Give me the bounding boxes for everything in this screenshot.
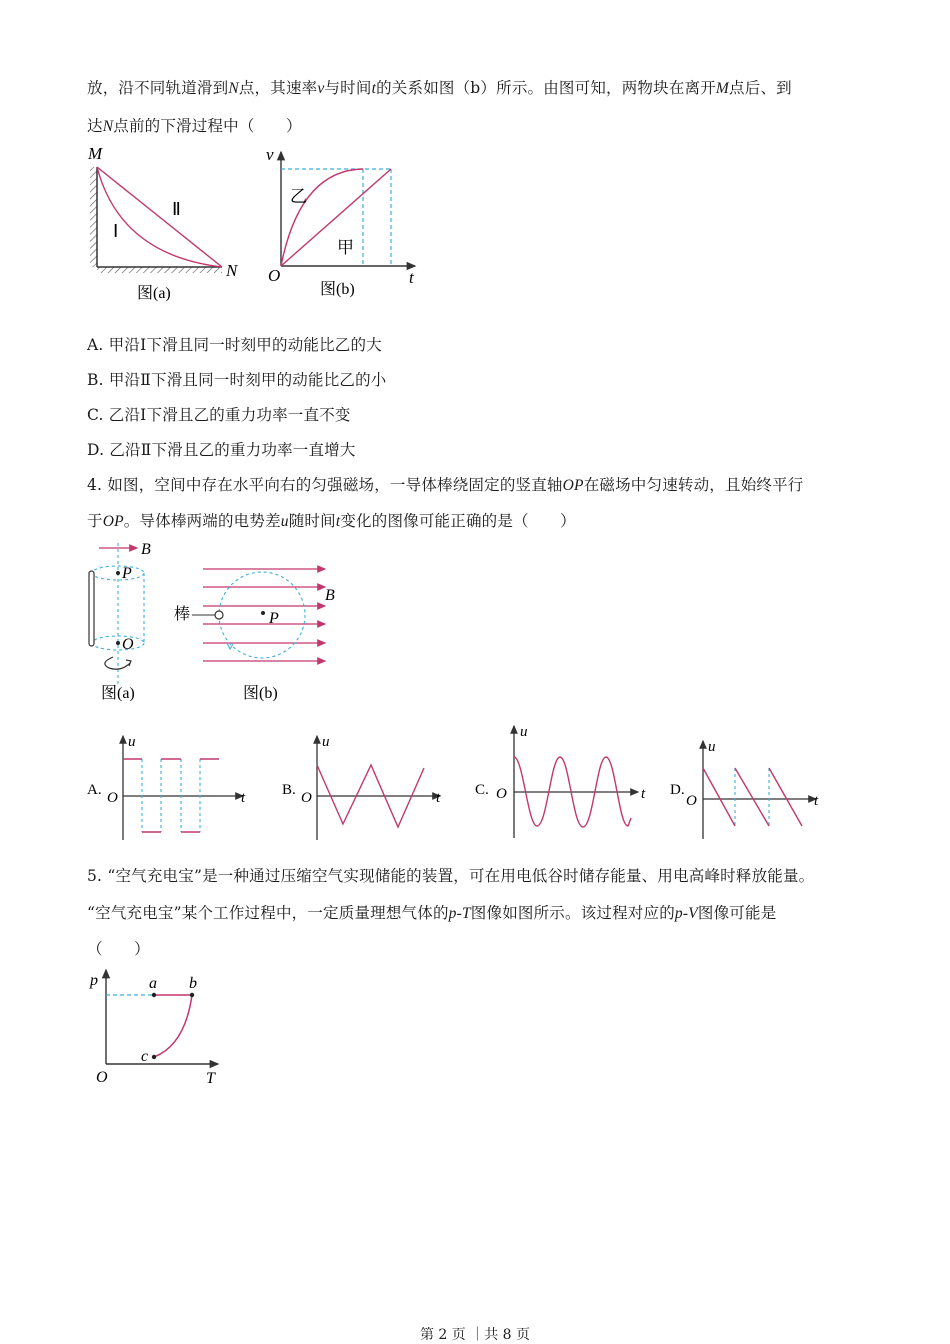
option-letter: A. xyxy=(87,336,104,354)
q4-figure-b xyxy=(170,535,350,710)
svg-text:u: u xyxy=(128,734,136,750)
var-t: t xyxy=(371,80,377,97)
text: 点前的下滑过程中（ ） xyxy=(113,117,302,135)
svg-text:B: B xyxy=(141,541,151,558)
svg-text:Ⅰ: Ⅰ xyxy=(113,221,119,241)
q3-figure-a xyxy=(85,140,255,305)
var-u: u xyxy=(280,513,289,530)
text: 达 xyxy=(87,117,103,135)
var-M: M xyxy=(715,80,730,97)
svg-text:D.: D. xyxy=(670,782,685,798)
option-text: 乙沿Ⅰ下滑且乙的重力功率一直不变 xyxy=(108,406,351,424)
svg-text:p: p xyxy=(90,972,98,989)
option-text: 甲沿Ⅰ下滑且同一时刻甲的动能比乙的大 xyxy=(108,336,382,354)
svg-text:甲: 甲 xyxy=(337,238,354,257)
q5-stem-line2 xyxy=(87,901,776,923)
svg-text:图(a): 图(a) xyxy=(137,285,171,302)
svg-text:T: T xyxy=(206,1070,215,1087)
q4-stem-line2 xyxy=(87,509,576,531)
svg-text:图(a): 图(a) xyxy=(101,685,135,702)
svg-text:P: P xyxy=(122,565,132,582)
text: 于 xyxy=(87,512,103,530)
page-footer: 第 2 页 ｜共 8 页 xyxy=(419,1327,531,1343)
q3-option-d xyxy=(87,438,356,460)
svg-text:C.: C. xyxy=(475,782,489,798)
text: 点后、到 xyxy=(729,79,792,97)
q3-option-c xyxy=(87,403,351,425)
svg-text:v: v xyxy=(266,145,274,164)
var-v: v xyxy=(317,80,325,97)
svg-text:t: t xyxy=(409,268,414,287)
text: 的关系如图（b）所示。由图可知，两物块在离开 xyxy=(376,79,716,97)
q3-option-b xyxy=(87,368,387,390)
var-N: N xyxy=(228,80,239,97)
text: 图像可能是 xyxy=(697,904,777,922)
text: 变化的图像可能正确的是（ ） xyxy=(340,512,576,530)
text: 4. 如图，空间中存在水平向右的匀强磁场，一导体棒绕固定的竖直轴 xyxy=(87,476,563,494)
svg-text:t: t xyxy=(436,790,441,806)
svg-text:a: a xyxy=(149,975,157,992)
q5-stem-line1: 5. “空气充电宝”是一种通过压缩空气实现储能的装置，可在用电低谷时储存能量、用电高峰时释放能量。 xyxy=(87,867,815,885)
text: 放，沿不同轨道滑到 xyxy=(87,79,229,97)
var-OP: OP xyxy=(102,513,124,530)
q4-option-b-graph xyxy=(280,730,450,845)
svg-text:B.: B. xyxy=(282,782,296,798)
option-letter: D. xyxy=(87,441,105,459)
q4-stem-line1 xyxy=(87,473,804,495)
svg-text:O: O xyxy=(268,266,281,285)
option-letter: B. xyxy=(87,371,104,389)
text: 点，其速率 xyxy=(238,79,318,97)
svg-text:O: O xyxy=(122,636,134,653)
q3-figure-b xyxy=(260,140,425,305)
text: 随时间 xyxy=(288,512,336,530)
q4-option-a-graph xyxy=(85,730,255,845)
q4-figure-a xyxy=(85,535,165,710)
q4-option-c-graph xyxy=(473,720,653,845)
svg-text:P: P xyxy=(269,610,279,627)
svg-text:N: N xyxy=(226,261,238,280)
text: 图像如图所示。该过程对应的 xyxy=(470,904,675,922)
svg-text:图(b): 图(b) xyxy=(320,281,355,298)
svg-text:O: O xyxy=(686,793,697,809)
svg-text:M: M xyxy=(88,144,103,163)
svg-text:t: t xyxy=(641,786,646,802)
svg-text:乙: 乙 xyxy=(290,187,307,206)
svg-text:u: u xyxy=(322,734,330,750)
svg-text:O: O xyxy=(96,1069,108,1086)
svg-text:c: c xyxy=(141,1048,149,1065)
svg-text:t: t xyxy=(241,790,246,806)
var-N: N xyxy=(102,118,114,135)
q3-stem-line2 xyxy=(87,114,302,136)
svg-text:u: u xyxy=(520,724,528,740)
q5-pT-figure xyxy=(85,965,235,1090)
text: 与时间 xyxy=(324,79,372,97)
svg-text:B: B xyxy=(325,587,335,604)
option-text: 甲沿Ⅱ下滑且同一时刻甲的动能比乙的小 xyxy=(108,371,387,389)
text: 。导体棒两端的电势差 xyxy=(123,512,281,530)
q3-option-a xyxy=(87,333,382,355)
svg-text:u: u xyxy=(708,739,716,755)
q4-option-d-graph xyxy=(668,735,838,845)
svg-text:Ⅱ: Ⅱ xyxy=(172,199,181,219)
q3-stem-line1 xyxy=(87,76,792,98)
text: 在磁场中匀速转动，且始终平行 xyxy=(583,476,804,494)
var-t: t xyxy=(335,513,341,530)
svg-text:A.: A. xyxy=(87,782,102,798)
svg-text:O: O xyxy=(496,786,507,802)
text: “空气充电宝”某个工作过程中，一定质量理想气体的 xyxy=(87,904,449,922)
svg-text:O: O xyxy=(107,790,118,806)
svg-text:t: t xyxy=(814,793,819,809)
svg-text:O: O xyxy=(301,790,312,806)
option-text: 乙沿Ⅱ下滑且乙的重力功率一直增大 xyxy=(109,441,356,459)
svg-text:图(b): 图(b) xyxy=(243,685,278,702)
var-OP: OP xyxy=(562,477,584,494)
var-p-V: p-V xyxy=(674,905,698,922)
var-p-T: p-T xyxy=(448,905,471,922)
option-letter: C. xyxy=(87,406,104,424)
svg-text:棒: 棒 xyxy=(174,606,191,623)
svg-text:b: b xyxy=(189,975,197,992)
q5-answer-blank: （ ） xyxy=(87,940,150,958)
